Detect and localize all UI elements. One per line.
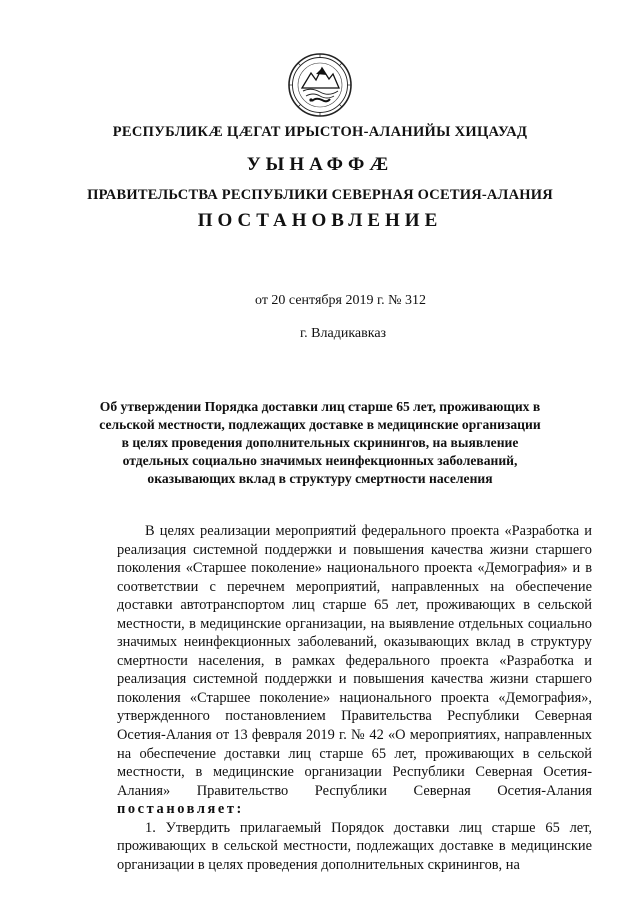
russian-decree-heading: ПОСТАНОВЛЕНИЕ: [197, 210, 443, 231]
body-paragraph-item-1: 1. Утвердить прилагаемый Порядок доставки лиц старше 65 лет, проживающих в сельской местности, подлежащих доставке в медицинские организации в целях проведения дополнительных скринингов, на: [117, 819, 592, 873]
decree-city: г. Владикавказ: [300, 326, 387, 341]
coat-of-arms-emblem-icon: [287, 52, 353, 118]
ossetian-government-heading: РЕСПУБЛИКӔ ЦӔГАТ ИРЫСТОН-АЛАНИЙЫ ХИЦАУАД: [112, 124, 528, 140]
decree-date-number: от 20 сентября 2019 г. № 312: [255, 293, 426, 308]
resolves-keyword: постановляет:: [117, 801, 244, 818]
russian-government-heading: ПРАВИТЕЛЬСТВА РЕСПУБЛИКИ СЕВЕРНАЯ ОСЕТИЯ-АЛАНИЯ: [87, 187, 553, 203]
ossetian-decree-heading: УЫНАФФӔ: [246, 154, 394, 175]
document-title: Об утверждении Порядка доставки лиц старше 65 лет, проживающих в сельской местности, подлежащих доставке в медицинские организации в целях проведения дополнительных скринингов, на выявление отдельных социально значимых неинфекционных заболеваний, оказывающих вклад в структуру смертности населения: [99, 399, 541, 487]
document-body: [117, 522, 592, 874]
body-paragraph-preamble: [117, 522, 592, 819]
preamble-text: В целях реализации мероприятий федерального проекта «Разработка и реализация системной поддержки и повышения качества жизни старшего поколения «Старшее поколение» национального проекта «Демография» и в соответствии с перечнем мероприятий, направленных на обеспечение доставки автотранспортом лиц старше 65 лет, проживающих в сельской местности, в медицинские организации, на выявление отдельных социально значимых неинфекционных заболеваний, оказывающих вклад в структуру смертности населения, в рамках федерального проекта «Разработка и реализация системной поддержки и повышения качества жизни старшего поколения «Старшее поколение» национального проекта «Демография», утвержденного постановлением Правительства Республики Северная Осетия-Алания от 13 февраля 2019 г. № 42 «О мероприятиях, направленных на обеспечение доставки лиц старше 65 лет, проживающих в сельской местности, в медицинские организации Республики Северная Осетия-Алания» Правительство Республики Северная Осетия-Алания: [117, 523, 592, 799]
